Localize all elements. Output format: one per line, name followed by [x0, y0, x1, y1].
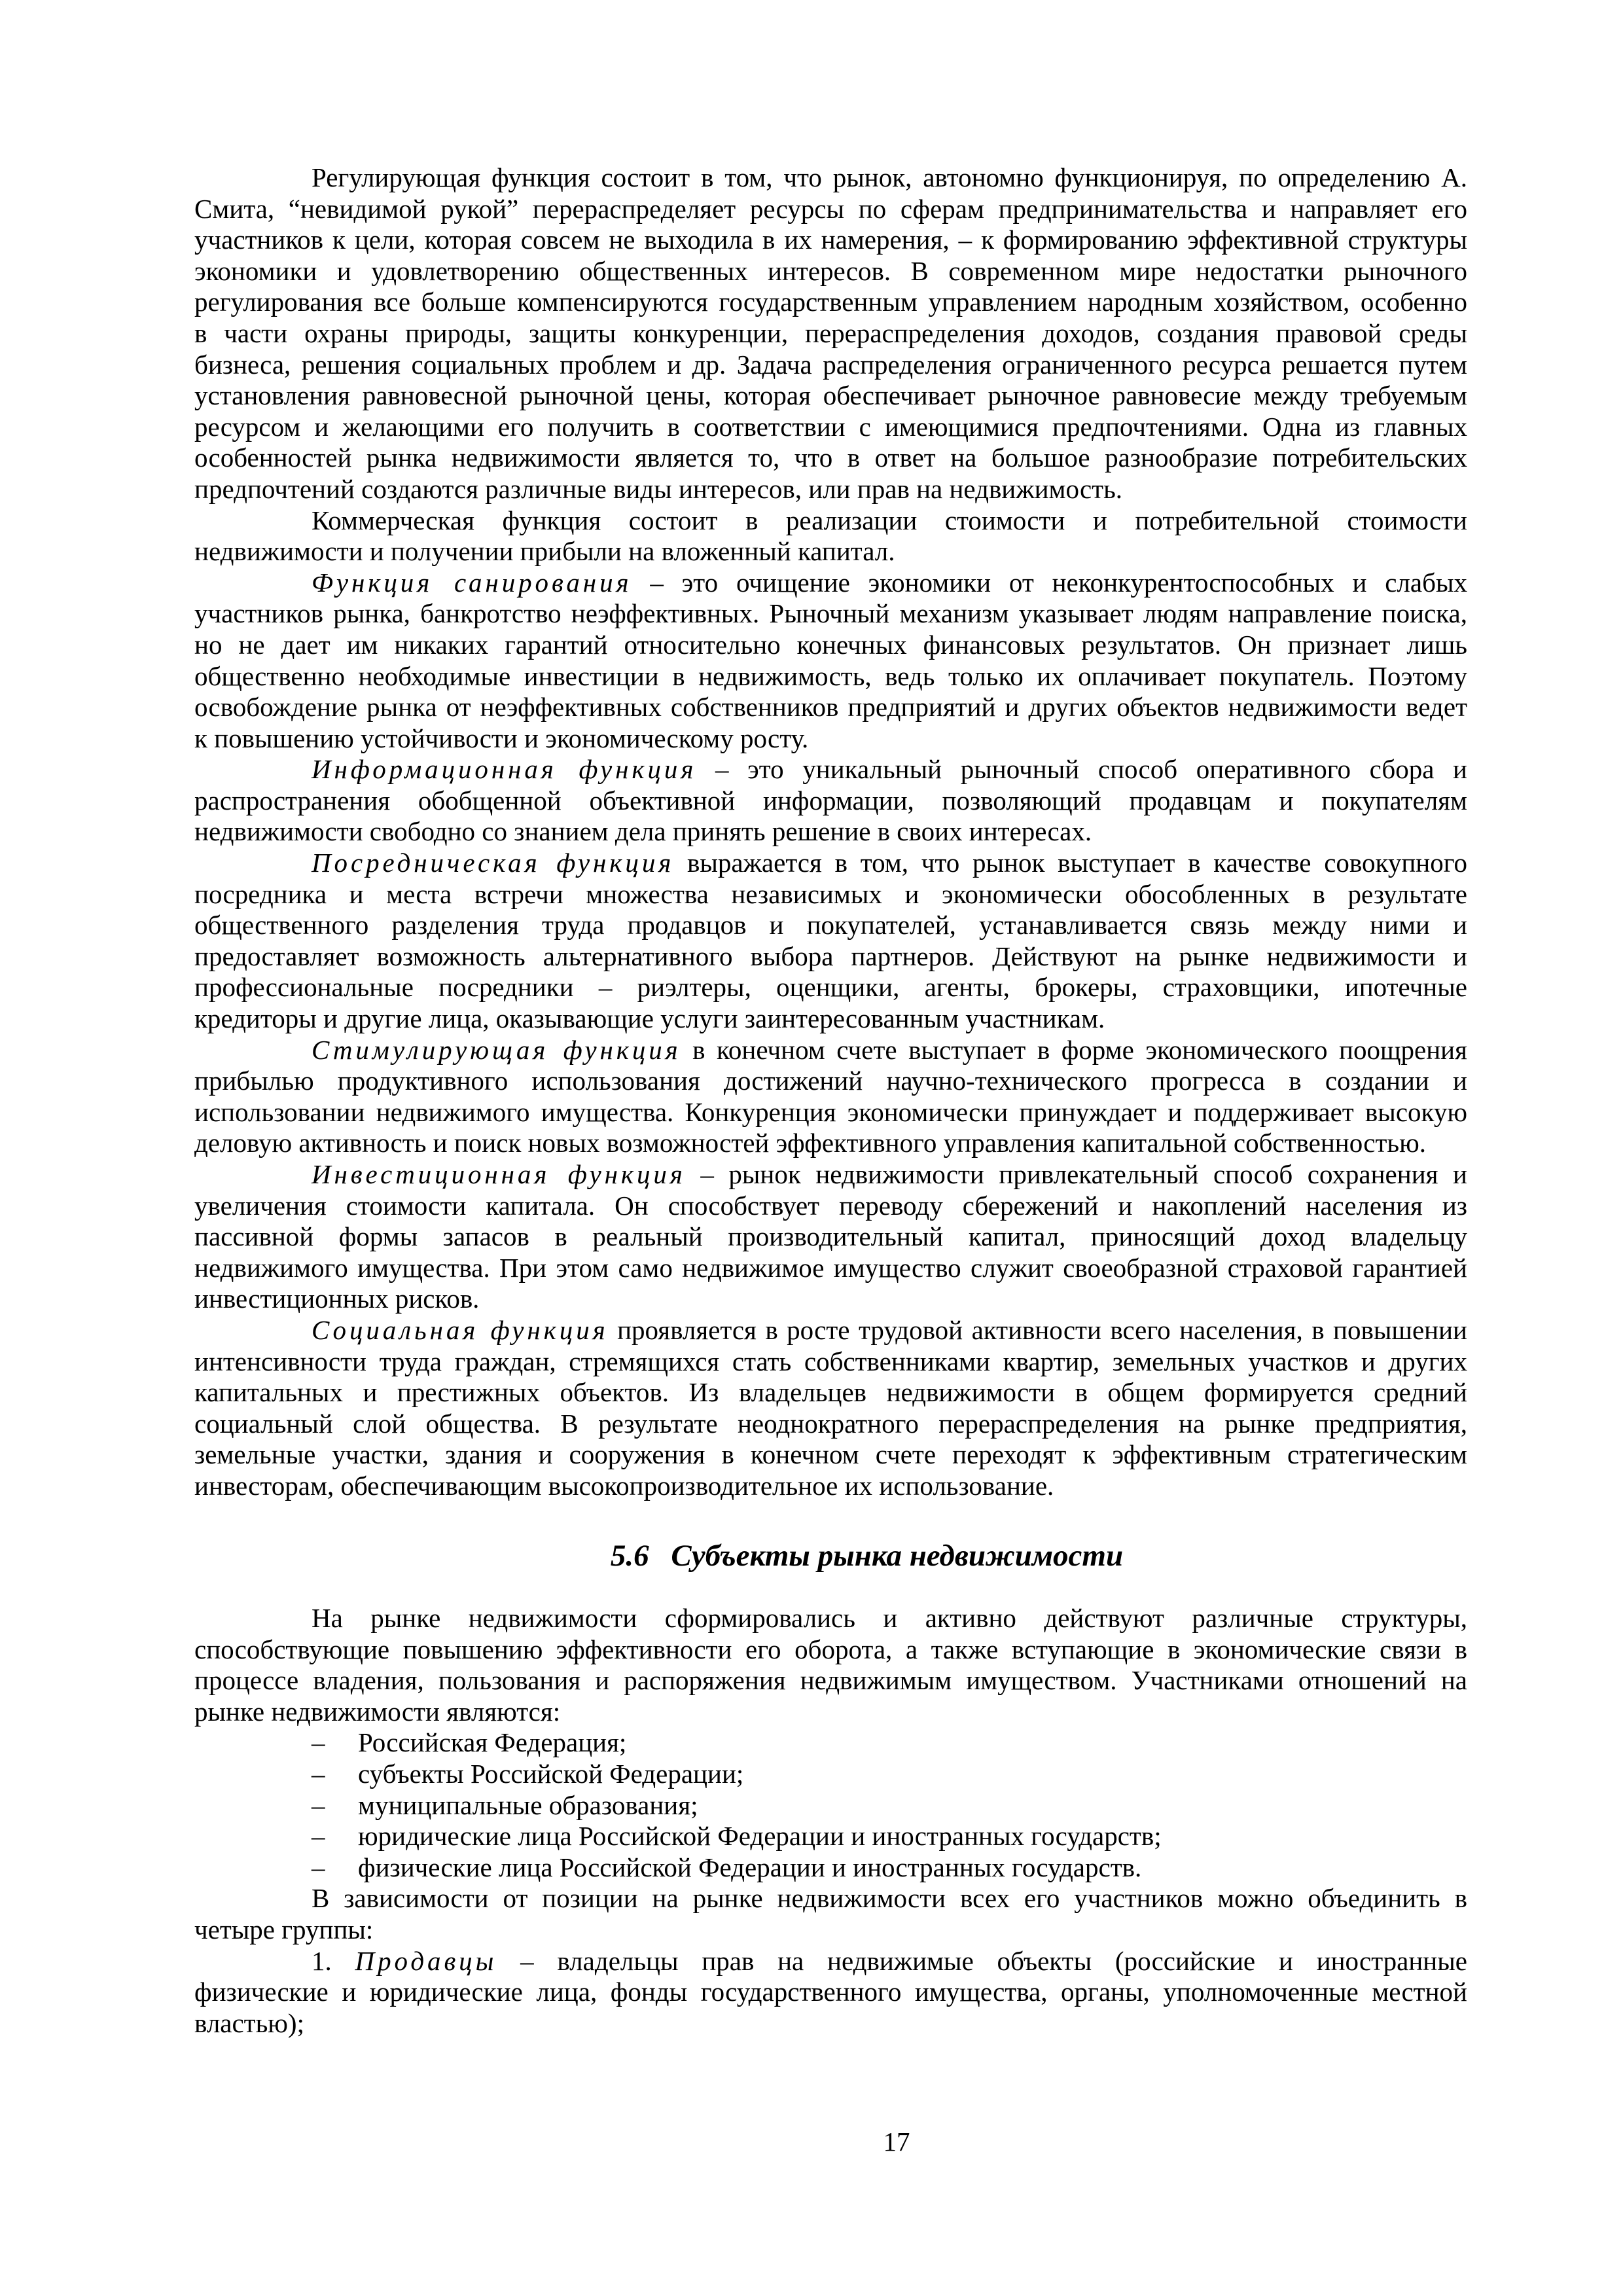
text-line	[194, 162, 1467, 194]
body-text-section-subjects	[194, 1603, 1467, 2039]
text-line	[194, 1035, 1467, 1066]
emphasized-term: Продавцы	[355, 1945, 497, 1976]
paragraph	[194, 567, 1467, 755]
line-text: – это очищение экономики от неконкурентоспособных и слабых	[632, 567, 1467, 598]
list-dash: –	[312, 1852, 325, 1882]
emphasized-term: Стимулирующая функция	[312, 1034, 681, 1065]
list-item	[194, 1821, 1467, 1852]
paragraph	[194, 1035, 1467, 1159]
line-text: земельные участки, здания и сооружения в конечном счете переходят к эффективным стратегическим	[194, 1439, 1467, 1470]
line-text: особенностей рынка недвижимости является то, что в ответ на большое разнообразие потребительских	[194, 442, 1467, 473]
line-text: Смита, “невидимой рукой” перераспределяет ресурсы по сферам предпринимательства и направляет его	[194, 193, 1467, 224]
list-item-text: физические лица Российской Федерации и иностранных государств.	[358, 1852, 1142, 1882]
emphasized-term: Инвестиционная функция	[312, 1159, 686, 1189]
text-line	[194, 1128, 1467, 1159]
line-text: недвижимого имущества. При этом само недвижимое имущество служит своеобразной страховой гарантией	[194, 1252, 1467, 1283]
line-text: бизнеса, решения социальных проблем и др. Задача распределения ограниченного ресурса решается путем	[194, 349, 1467, 380]
text-line	[194, 505, 1467, 537]
line-text: властью);	[194, 2007, 304, 2038]
text-line	[194, 723, 1467, 755]
line-text: установления равновесной рыночной цены, которая обеспечивает рыночное равновесие между требуемым	[194, 380, 1467, 411]
emphasized-term: Функция санирования	[312, 567, 632, 598]
paragraph	[194, 848, 1467, 1035]
text-line	[194, 1097, 1467, 1128]
line-text: недвижимости свободно со знанием дела принять решение в своих интересах.	[194, 816, 1092, 847]
line-text: участников к цели, которая совсем не выходила в их намерения, – к формированию эффективной структуры	[194, 224, 1467, 255]
section-heading	[194, 1537, 1467, 1574]
list-number: 1.	[312, 1945, 355, 1976]
line-text: Регулирующая функция состоит в том, что рынок, автономно функционируя, по определению А.	[312, 162, 1467, 192]
line-text: освобождение рынка от неэффективных собственников предприятий и других объектов недвижимости ведет	[194, 692, 1467, 723]
line-text: капитальных и престижных объектов. Из владельцев недвижимости в общем формируется средний	[194, 1377, 1467, 1408]
line-text: недвижимости и получении прибыли на вложенный капитал.	[194, 536, 895, 567]
text-line	[194, 1914, 1467, 1946]
list-item	[194, 1727, 1467, 1759]
line-text: – это уникальный рыночный способ оперативного сбора и	[696, 754, 1468, 785]
text-line	[194, 1603, 1467, 1634]
line-text: пассивной формы запасов в реальный производительный капитал, приносящий доход владельцу	[194, 1221, 1467, 1252]
text-line	[194, 350, 1467, 381]
paragraph	[194, 162, 1467, 505]
text-line	[194, 442, 1467, 474]
line-text: но не дает им никаких гарантий относительно конечных финансовых результатов. Он признает лишь	[194, 629, 1467, 660]
page-number: 17	[883, 2126, 910, 2157]
text-line	[194, 1003, 1467, 1035]
text-line	[194, 1315, 1467, 1346]
text-line	[194, 1253, 1467, 1284]
emphasized-term: Посредническая функция	[312, 848, 675, 878]
line-text: в конечном счете выступает в форме экономического поощрения	[681, 1034, 1467, 1065]
text-line	[194, 848, 1467, 879]
line-text: выражается в том, что рынок выступает в качестве совокупного	[674, 848, 1467, 878]
line-text: общественно необходимые инвестиции в недвижимость, ведь только их оплачивает покупатель. Поэтому	[194, 660, 1467, 691]
list-item-text: Российская Федерация;	[358, 1727, 627, 1758]
text-line	[194, 816, 1467, 848]
line-text: инвестиционных рисков.	[194, 1283, 480, 1314]
line-text: способствующие повышению эффективности его оборота, а также вступающие в экономические связи в	[194, 1634, 1467, 1664]
list-dash: –	[312, 1789, 325, 1820]
text-line	[194, 598, 1467, 630]
line-text: четыре группы:	[194, 1914, 374, 1945]
line-text: проявляется в росте трудовой активности всего населения, в повышении	[608, 1314, 1467, 1345]
text-line	[194, 567, 1467, 599]
list-dash: –	[312, 1758, 325, 1789]
list-item	[194, 1852, 1467, 1884]
text-line	[194, 1221, 1467, 1253]
text-line	[194, 941, 1467, 973]
text-line	[194, 1696, 1467, 1728]
text-line	[194, 910, 1467, 941]
emphasized-term: Социальная функция	[312, 1314, 609, 1345]
text-line	[194, 1634, 1467, 1666]
text-line	[194, 1191, 1467, 1222]
text-line	[194, 256, 1467, 287]
text-line	[194, 1883, 1467, 1914]
list-item-text: субъекты Российской Федерации;	[358, 1758, 744, 1789]
line-text: использовании недвижимого имущества. Конкуренция экономически принуждает и поддерживает высокую	[194, 1096, 1467, 1127]
text-line	[194, 754, 1467, 785]
text-line	[194, 1471, 1467, 1502]
text-line	[194, 630, 1467, 661]
line-text: – владельцы прав на недвижимые объекты (российские и иностранные	[497, 1945, 1467, 1976]
list-item-text: юридические лица Российской Федерации и иностранных государств;	[358, 1821, 1162, 1852]
text-line	[194, 2008, 1467, 2039]
list-dash: –	[312, 1727, 325, 1758]
line-text: – рынок недвижимости привлекательный способ сохранения и	[685, 1159, 1467, 1189]
line-text: инвесторам, обеспечивающим высокопроизводительное их использование.	[194, 1470, 1054, 1501]
line-text: профессиональные посредники – риэлтеры, оценщики, агенты, брокеры, страховщики, ипотечные	[194, 972, 1467, 1003]
text-line	[194, 318, 1467, 350]
line-text: физические и юридические лица, фонды государственного имущества, органы, уполномоченные местной	[194, 1977, 1467, 2007]
line-text: На рынке недвижимости сформировались и активно действуют различные структуры,	[312, 1603, 1467, 1633]
text-line	[194, 879, 1467, 910]
section-number: 5.6	[610, 1539, 649, 1573]
text-line	[194, 1408, 1467, 1440]
text-line	[194, 1066, 1467, 1097]
line-text: интенсивности труда граждан, стремящихся стать собственниками квартир, земельных участков и других	[194, 1346, 1467, 1376]
line-text: социальный слой общества. В результате неоднократного перераспределения на рынке предприятия,	[194, 1408, 1467, 1439]
text-line	[194, 1377, 1467, 1408]
line-text: прибылью продуктивного использования достижений научно-технического прогресса в создании и	[194, 1066, 1467, 1096]
text-line	[194, 1159, 1467, 1191]
text-line	[194, 194, 1467, 225]
line-text: к повышению устойчивости и экономическому росту.	[194, 723, 809, 753]
text-line	[194, 536, 1467, 567]
paragraph	[194, 1883, 1467, 1945]
text-line	[194, 972, 1467, 1003]
paragraph	[194, 1315, 1467, 1502]
paragraph	[194, 1946, 1467, 2039]
line-text: рынке недвижимости являются:	[194, 1696, 561, 1727]
line-text: предоставляет возможность альтернативного выбора партнеров. Действуют на рынке недвижимости и	[194, 941, 1467, 971]
line-text: увеличения стоимости капитала. Он способствует переводу сбережений и накоплений населения из	[194, 1190, 1467, 1221]
text-line	[194, 1977, 1467, 2008]
line-text: В зависимости от позиции на рынке недвижимости всех его участников можно объединить в	[312, 1883, 1467, 1914]
line-text: предпочтений создаются различные виды интересов, или прав на недвижимость.	[194, 473, 1123, 504]
text-line	[194, 1283, 1467, 1315]
text-line	[194, 224, 1467, 256]
line-text: в части охраны природы, защиты конкуренции, перераспределения доходов, создания правовой среды	[194, 317, 1467, 348]
line-text: кредиторы и другие лица, оказывающие услуги заинтересованным участникам.	[194, 1003, 1105, 1034]
emphasized-term: Информационная функция	[312, 754, 697, 785]
section-title: Субъекты рынка недвижимости	[671, 1539, 1124, 1573]
line-text: ресурсом и желающими его получить в соответствии с имеющимися предпочтениями. Одна из главных	[194, 411, 1467, 442]
text-line	[194, 474, 1467, 505]
text-line	[194, 1665, 1467, 1696]
paragraph	[194, 754, 1467, 848]
text-line	[194, 412, 1467, 443]
paragraph	[194, 1603, 1467, 1727]
text-line	[194, 1346, 1467, 1378]
list-item	[194, 1790, 1467, 1821]
participants-list	[194, 1727, 1467, 1883]
line-text: посредника и места встречи множества независимых и экономически обособленных в результате	[194, 878, 1467, 909]
line-text: распространения обобщенной объективной информации, позволяющий продавцам и покупателям	[194, 785, 1467, 816]
list-item	[194, 1759, 1467, 1790]
text-line	[194, 287, 1467, 318]
body-text-section-functions	[194, 162, 1467, 1502]
text-line	[194, 661, 1467, 692]
line-text: экономики и удовлетворению общественных интересов. В современном мире недостатки рыночного	[194, 255, 1467, 286]
paragraph	[194, 1159, 1467, 1315]
line-text: деловую активность и поиск новых возможностей эффективного управления капитальной собственностью.	[194, 1128, 1426, 1158]
text-line	[194, 380, 1467, 412]
line-text: участников рынка, банкротство неэффективных. Рыночный механизм указывает людям направление поиска,	[194, 598, 1467, 629]
list-dash: –	[312, 1821, 325, 1852]
list-item-text: муниципальные образования;	[358, 1789, 698, 1820]
text-line	[194, 692, 1467, 723]
text-line	[194, 785, 1467, 817]
line-text: регулирования все больше компенсируются государственным управлением народным хозяйством, особенно	[194, 287, 1467, 317]
paragraph	[194, 505, 1467, 567]
text-line	[194, 1946, 1467, 1977]
line-text: Коммерческая функция состоит в реализации стоимости и потребительной стоимости	[312, 505, 1467, 535]
line-text: процессе владения, пользования и распоряжения недвижимым имуществом. Участниками отношений на	[194, 1665, 1467, 1696]
line-text: общественного разделения труда продавцов и покупателей, устанавливается связь между ними и	[194, 910, 1467, 941]
text-line	[194, 1439, 1467, 1471]
